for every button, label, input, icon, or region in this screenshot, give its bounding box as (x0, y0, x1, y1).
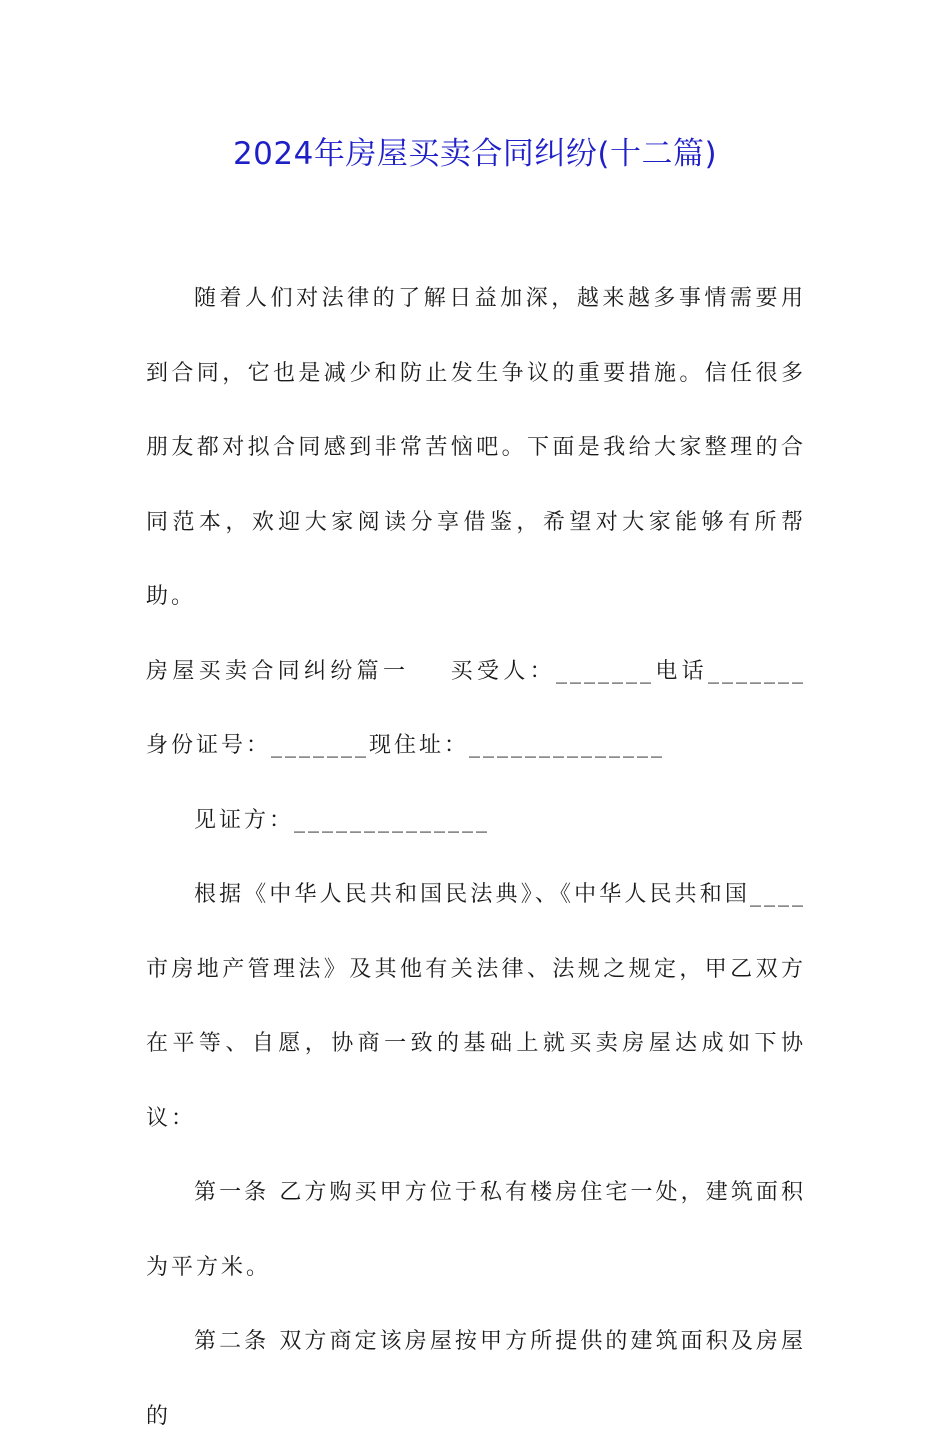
legal-basis-paragraph: 根据《中华人民共和国民法典》、《中华人民共和国____市房地产管理法》及其他有关法律、法规之规定，甲乙双方在平等、自愿，协商一致的基础上就买卖房屋达成如下协议： (146, 882, 806, 1131)
witness-line: 见证方：______________ (194, 807, 491, 833)
buyer-info-line: 买受人：_______电话_______身份证号：_______现住址：______________ (146, 658, 806, 758)
intro-paragraph: 随着人们对法律的了解日益加深，越来越多事情需要用到合同，它也是减少和防止发生争议的重要措施。信任很多朋友都对拟合同感到非常苦恼吧。下面是我给大家整理的合同范本，欢迎大家阅读分享借鉴，希望对大家能够有所帮助。 (146, 286, 806, 609)
document-title: 2024年房屋买卖合同纠纷(十二篇) (232, 136, 718, 172)
document-body (146, 262, 806, 1454)
section-heading: 房屋买卖合同纠纷篇一 (146, 658, 410, 684)
section-heading-paragraph (146, 635, 806, 784)
article-1-paragraph: 第一条 乙方购买甲方位于私有楼房住宅一处，建筑面积为平方米。 (146, 1180, 806, 1280)
article-2-paragraph: 第二条 双方商定该房屋按甲方所提供的建筑面积及房屋的 (146, 1329, 806, 1429)
